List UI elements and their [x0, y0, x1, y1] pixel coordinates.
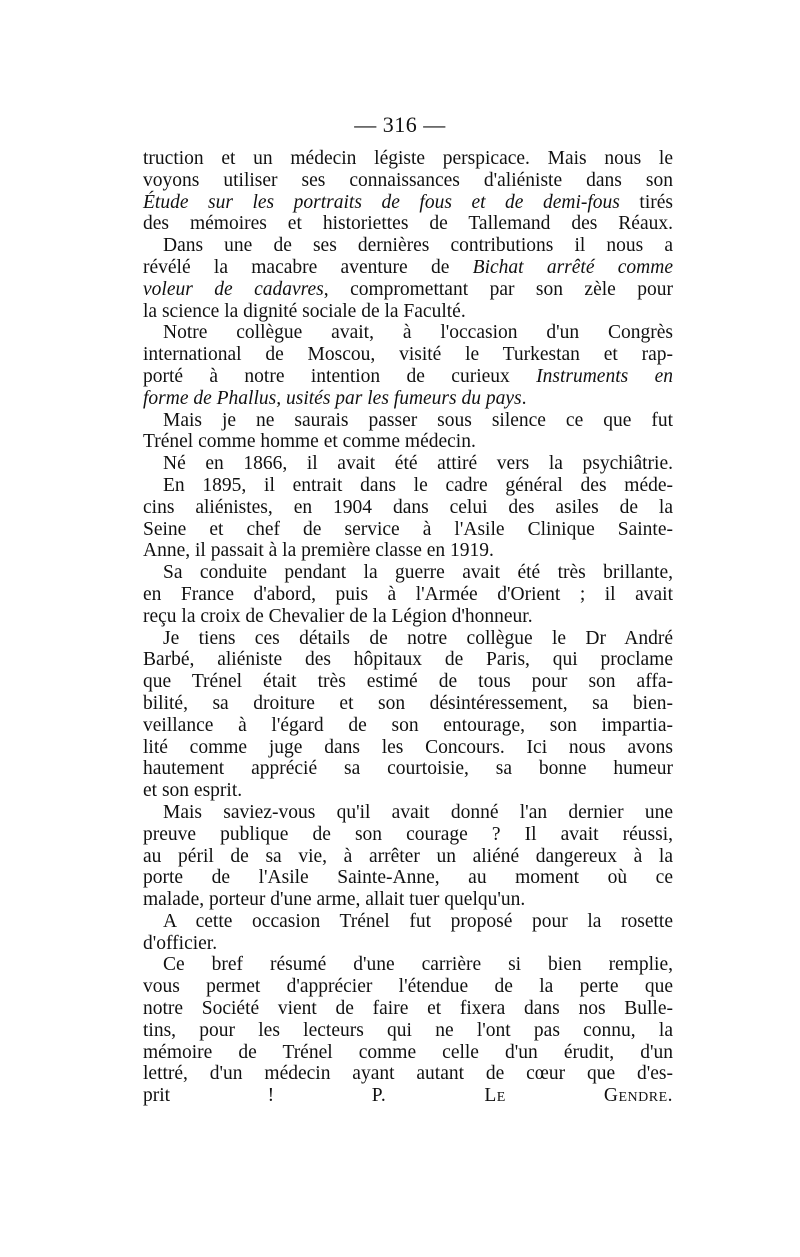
italic-title: voleur de cadavres [143, 278, 324, 300]
text-line: révélé la macabre aventure de Bichat arrêté comme [143, 256, 673, 278]
text-line: preuve publique de son courage ? Il avait réussi, [143, 823, 673, 845]
text-line: Trénel comme homme et comme médecin. [143, 431, 476, 453]
closing-text: prit ! [143, 1085, 275, 1107]
text-line: truction et un médecin légiste perspicace. Mais nous le [143, 148, 673, 169]
text-line: Notre collègue avait, à l'occasion d'un Congrès [163, 322, 673, 344]
text-line: porte de l'Asile Sainte-Anne, au moment où ce [143, 867, 673, 889]
text-line: A cette occasion Trénel fut proposé pour la rosette [163, 910, 673, 932]
author-signature: P. Le Gendre. [371, 1085, 673, 1107]
text-line: au péril de sa vie, à arrêter un aliéné dangereux à la [143, 845, 673, 867]
text-line: Mais saviez-vous qu'il avait donné l'an dernier une [163, 801, 673, 823]
italic-title: forme de Phallus, usités par les fumeurs du pays [143, 387, 522, 409]
body-text [143, 148, 673, 1107]
text-line: porté à notre intention de curieux Instruments en [143, 365, 673, 387]
text-line: En 1895, il entrait dans le cadre général des méde- [163, 474, 673, 496]
closing-line [143, 1085, 673, 1107]
italic-title: Étude sur les portraits de fous et de demi-fous [143, 191, 620, 213]
text-line: cins aliénistes, en 1904 dans celui des asiles de la [143, 496, 673, 518]
text-line: Mais je ne saurais passer sous silence ce que fut [163, 409, 673, 431]
text-line: malade, porteur d'une arme, allait tuer quelqu'un. [143, 889, 526, 911]
text-line: international de Moscou, visité le Turkestan et rap- [143, 344, 673, 366]
text-line: mémoire de Trénel comme celle d'un érudit, d'un [143, 1041, 673, 1063]
text-line: voyons utiliser ses connaissances d'aliéniste dans son [143, 169, 673, 191]
text-line: reçu la croix de Chevalier de la Légion d'honneur. [143, 605, 533, 627]
text-line: d'officier. [143, 932, 218, 954]
text-line: lité comme juge dans les Concours. Ici nous avons [143, 736, 673, 758]
text-line: Anne, il passait à la première classe en 1919. [143, 540, 494, 562]
text-line: Barbé, aliéniste des hôpitaux de Paris, qui proclame [143, 649, 673, 671]
italic-title: Bichat arrêté comme [472, 256, 673, 278]
text-line: hautement apprécié sa courtoisie, sa bonne humeur [143, 758, 673, 780]
text-line: tins, pour les lecteurs qui ne l'ont pas connu, la [143, 1019, 673, 1041]
text-line: Dans une de ses dernières contributions il nous a [163, 235, 673, 257]
text-line: Seine et chef de service à l'Asile Clinique Sainte- [143, 518, 673, 540]
page-number: — 316 — [354, 112, 446, 137]
text-line: que Trénel était très estimé de tous pour son affa- [143, 671, 673, 693]
text-line: la science la dignité sociale de la Faculté. [143, 300, 466, 322]
text-line: Sa conduite pendant la guerre avait été très brillante, [163, 562, 673, 584]
text-line: en France d'abord, puis à l'Armée d'Orient ; il avait [143, 583, 673, 605]
text-line: forme de Phallus, usités par les fumeurs du pays. [143, 387, 527, 409]
text-line: vous permet d'apprécier l'étendue de la perte que [143, 976, 673, 998]
italic-title: Instruments en [536, 365, 673, 387]
text-line: bilité, sa droiture et son désintéressement, sa bien- [143, 692, 673, 714]
text-line: notre Société vient de faire et fixera dans nos Bulle- [143, 998, 673, 1020]
text-line: Ce bref résumé d'une carrière si bien remplie, [163, 954, 673, 976]
text-line: Je tiens ces détails de notre collègue le Dr André [163, 627, 673, 649]
text-line: voleur de cadavres, compromettant par son zèle pour [143, 278, 673, 300]
text-line: veillance à l'égard de son entourage, son impartia- [143, 714, 673, 736]
text-line: Né en 1866, il avait été attiré vers la psychiâtrie. [163, 453, 673, 475]
text-line: lettré, d'un médecin ayant autant de cœur que d'es- [143, 1063, 673, 1085]
text-line: et son esprit. [143, 780, 243, 802]
text-line: des mémoires et historiettes de Tallemand des Réaux. [143, 213, 673, 235]
text-line: Étude sur les portraits de fous et de demi-fous tirés [143, 191, 673, 213]
